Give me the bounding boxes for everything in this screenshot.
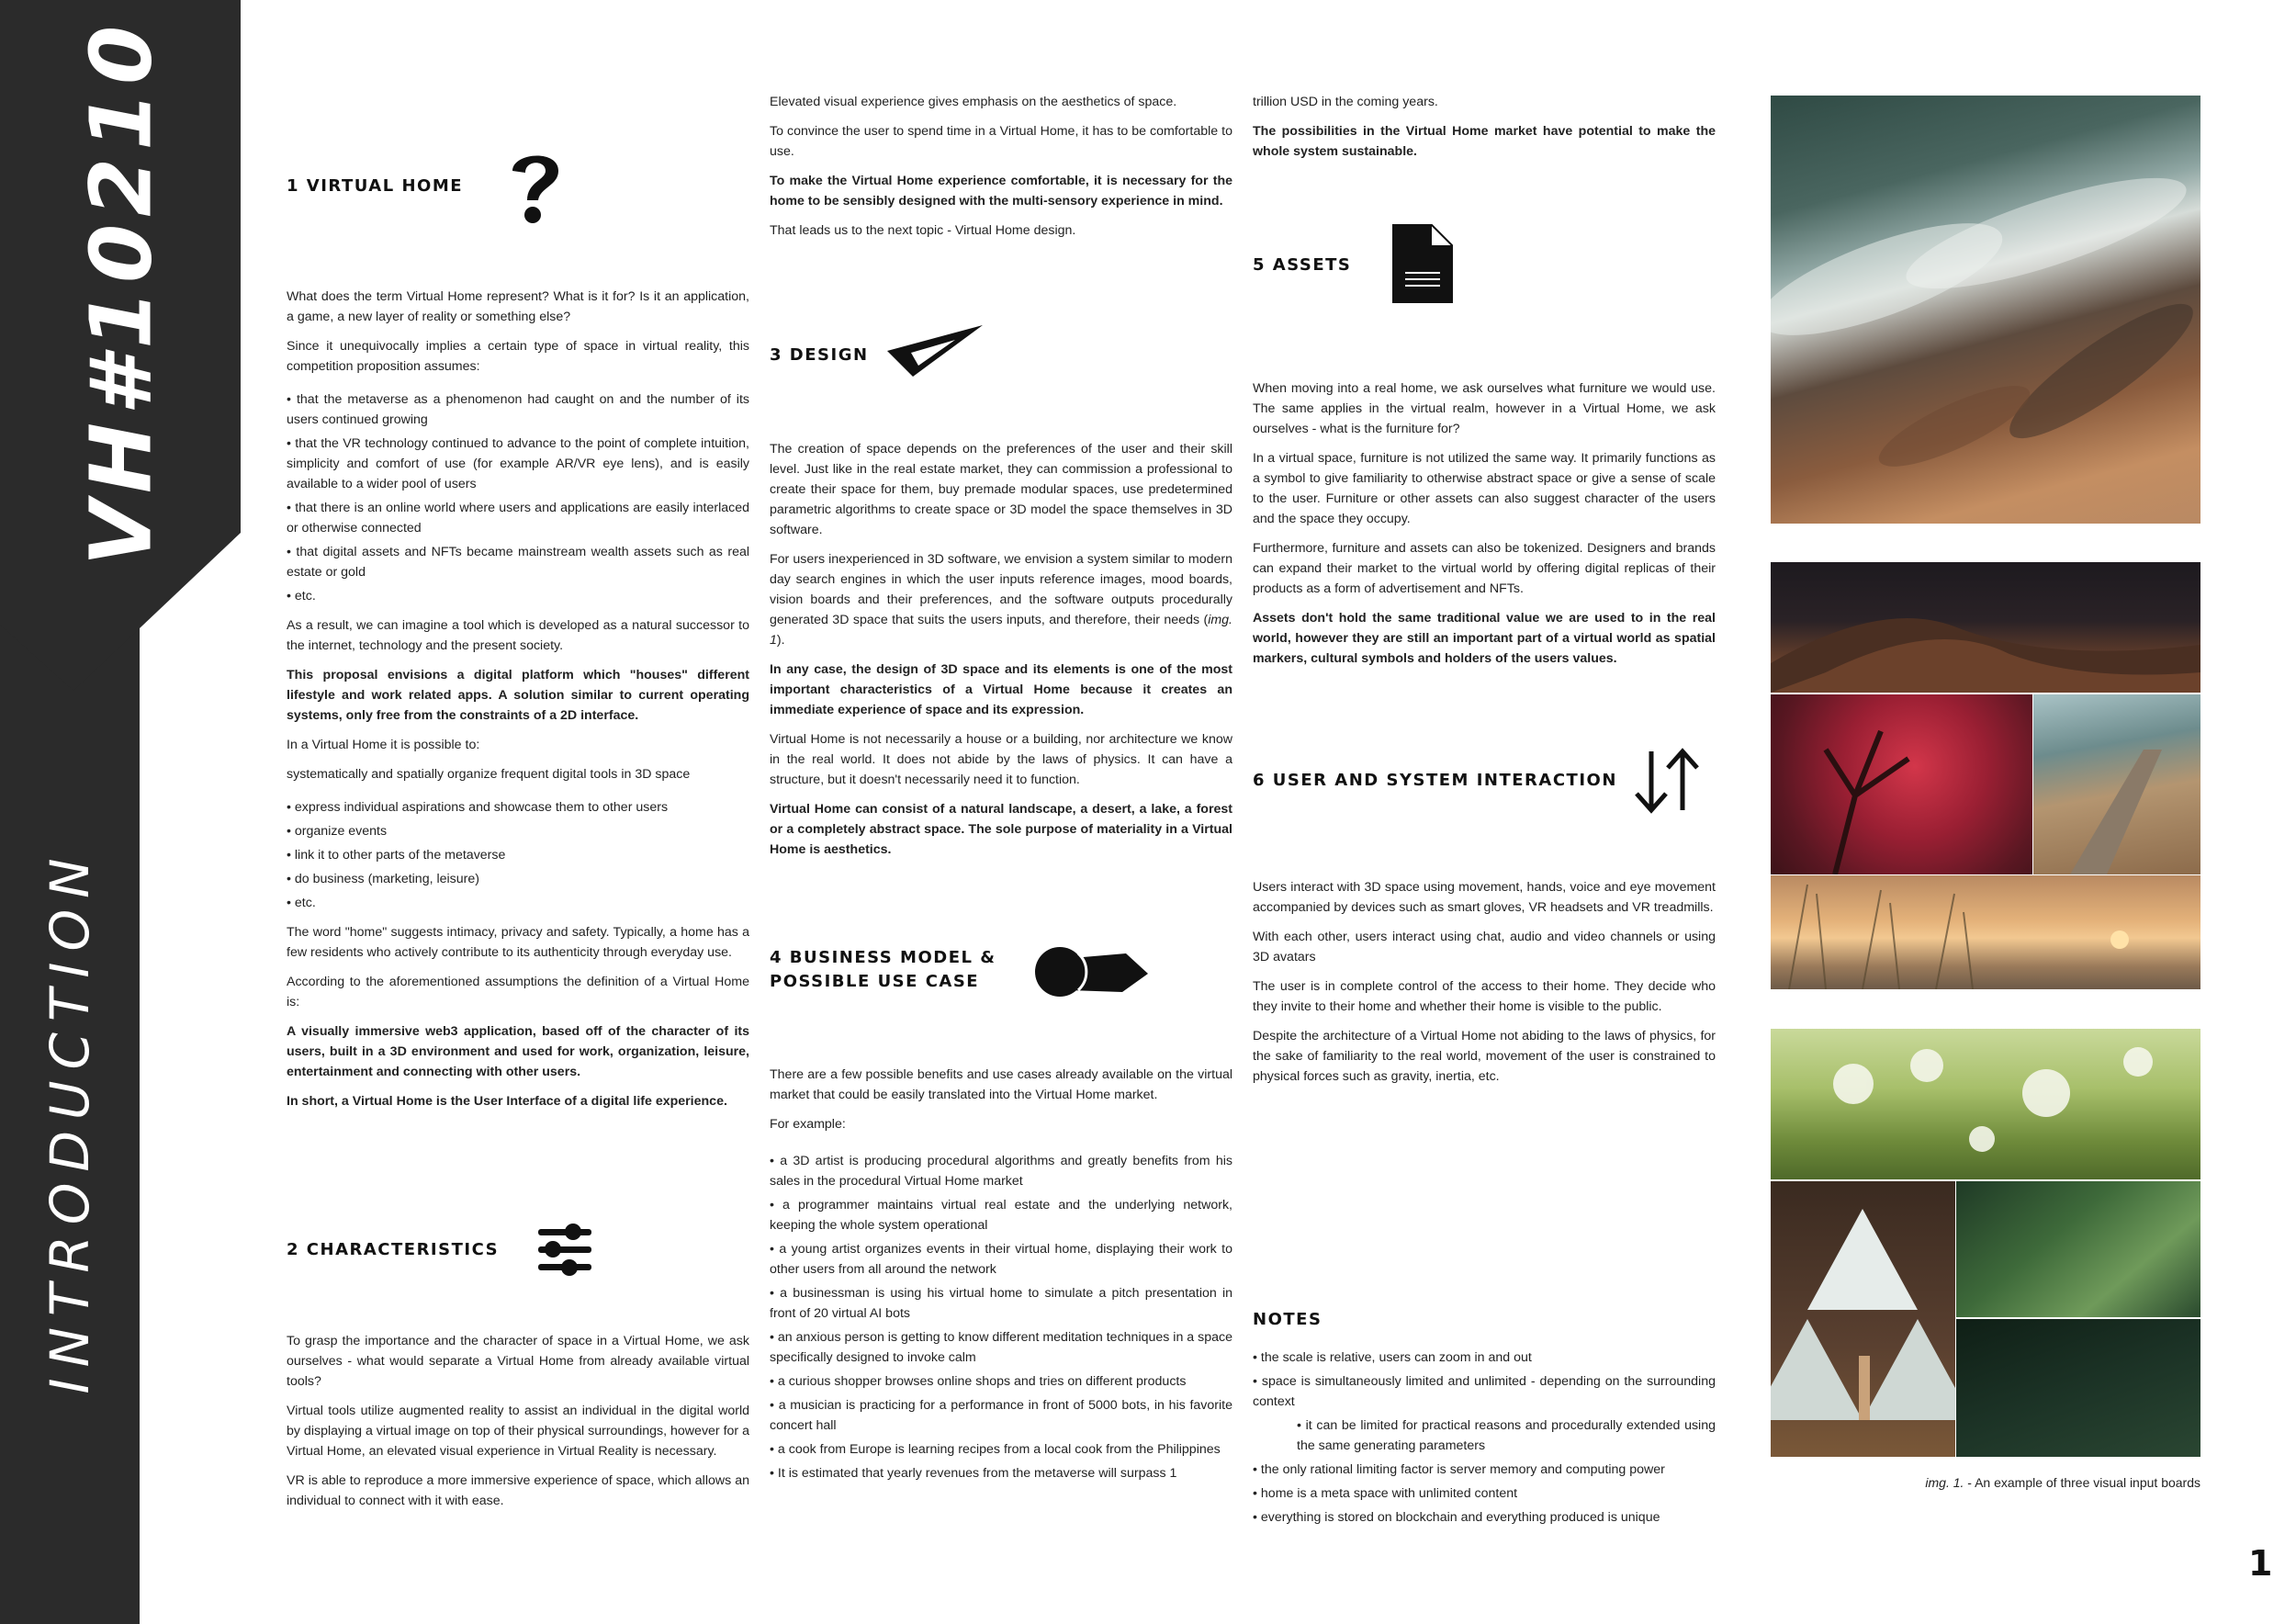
- heading-design: 3 DESIGN: [770, 345, 869, 365]
- notes-list: [1253, 1348, 1716, 1528]
- list-item: • It is estimated that yearly revenues from the metaverse will surpass 1: [770, 1466, 1177, 1481]
- list-item: • home is a meta space with unlimited content: [1253, 1486, 1518, 1501]
- paragraph-text: ).: [776, 633, 785, 648]
- list-item: • a programmer maintains virtual real estate and the underlying network, keeping the whole system operational: [770, 1198, 1232, 1233]
- up-down-arrows-icon: [1631, 748, 1703, 814]
- paragraph: [770, 549, 1232, 650]
- list-item: • everything is stored on blockchain and everything produced is unique: [1253, 1510, 1660, 1525]
- document-icon: [1392, 224, 1453, 303]
- paragraph: In a Virtual Home it is possible to:: [287, 738, 480, 752]
- sliders-icon: [536, 1222, 593, 1279]
- assumptions-list: [287, 389, 749, 606]
- heading-line: 4 BUSINESS MODEL &: [770, 948, 996, 967]
- paragraph: There are a few possible benefits and use cases already available on the virtual market that could be easily translated into the Virtual Home market.: [770, 1067, 1232, 1102]
- column-2-business: [770, 1065, 1232, 1493]
- paragraph-text: For users inexperienced in 3D software, we envision a system similar to modern day search engines in which the user inputs reference images, mood boards, vision boards and their preferences, and the software outputs procedurally generated 3D space that suits the users inputs, and therefore, their needs (: [770, 552, 1232, 627]
- paragraph: trillion USD in the coming years.: [1253, 95, 1438, 109]
- paragraph-bold: In short, a Virtual Home is the User Interface of a digital life experience.: [287, 1094, 727, 1109]
- question-mark-icon: [503, 145, 568, 228]
- paragraph: The word "home" suggests intimacy, privacy and safety. Typically, a home has a few residents who actively contribute to its authenticity through everyday use.: [287, 925, 749, 960]
- list-item: • link it to other parts of the metaverse: [287, 848, 506, 863]
- list-item: • a curious shopper browses online shops and tries on different products: [770, 1374, 1187, 1389]
- paragraph: The creation of space depends on the preferences of the user and their skill level. Just like in the real estate market, they can commission a professional to create their space for them, buy premade modular spaces, use predetermined parametric algorithms to create space or 3D model the space themselves in 3D software.: [770, 442, 1232, 537]
- heading-notes: NOTES: [1253, 1310, 1322, 1329]
- image-caption: [1745, 1475, 2200, 1490]
- column-3-interaction: [1253, 877, 1716, 1096]
- notes-section: [1253, 1348, 1716, 1537]
- heading-user-system-interaction: 6 USER AND SYSTEM INTERACTION: [1253, 771, 1617, 790]
- heading-virtual-home: 1 VIRTUAL HOME: [287, 176, 464, 196]
- paragraph: To grasp the importance and the character of space in a Virtual Home, we ask ourselves - what would separate a Virtual Home from already available virtual tools?: [287, 1334, 749, 1389]
- ruler-triangle-icon: [887, 323, 986, 380]
- paragraph: With each other, users interact using chat, audio and video channels or using 3D avatars: [1253, 930, 1716, 964]
- heading-assets: 5 ASSETS: [1253, 255, 1352, 275]
- column-2: [770, 92, 1232, 250]
- paragraph: Furthermore, furniture and assets can also be tokenized. Designers and brands can expand their market to the virtual world by offering digital replicas of their products as a form of advertisement and NFTs.: [1253, 541, 1716, 596]
- examples-list: [770, 1151, 1232, 1483]
- paragraph: To convince the user to spend time in a Virtual Home, it has to be comfortable to use.: [770, 124, 1232, 159]
- paragraph-bold: Virtual Home can consist of a natural landscape, a desert, a lake, a forest or a completely abstract space. The sole purpose of materiality in a Virtual Home is aesthetics.: [770, 802, 1232, 857]
- paragraph-bold: Assets don't hold the same traditional value we are used to in the real world, however they are still an important part of a virtual world as spatial markers, cultural symbols and holders of the users values.: [1253, 611, 1716, 666]
- list-item: • etc.: [287, 589, 316, 603]
- image-dark-leaves: [1956, 1319, 2200, 1457]
- paragraph-bold: The possibilities in the Virtual Home market have potential to make the whole system sustainable.: [1253, 124, 1716, 159]
- list-item: • a businessman is using his virtual home to simulate a pitch presentation in front of 20 virtual AI bots: [770, 1286, 1232, 1321]
- image-red-tree: [1771, 694, 2032, 874]
- coins-cash-icon: [1034, 946, 1148, 998]
- paragraph: When moving into a real home, we ask ourselves what furniture we would use. The same applies in the virtual realm, however in a Virtual Home, we ask ourselves - what is the furniture for?: [1253, 381, 1716, 436]
- paragraph-bold: To make the Virtual Home experience comfortable, it is necessary for the home to be sensibly designed with the multi-sensory experience in mind.: [770, 174, 1232, 209]
- paragraph: In a virtual space, furniture is not utilized the same way. It primarily functions as a symbol to give familiarity to otherwise abstract space or give a sense of scale to the user. Furniture or other assets can also suggest character of the users and the space they occupy.: [1253, 451, 1716, 526]
- column-1: [287, 287, 749, 1121]
- list-item: • that the metaverse as a phenomenon had caught on and the number of its users continued growing: [287, 392, 749, 427]
- page-number: 1: [2248, 1543, 2273, 1584]
- list-item: • that digital assets and NFTs became mainstream wealth assets such as real estate or gold: [287, 545, 749, 580]
- possibilities-list: [287, 797, 749, 913]
- heading-business-model: [770, 946, 996, 994]
- list-item: • the only rational limiting factor is server memory and computing power: [1253, 1462, 1665, 1477]
- list-item: • organize events: [287, 824, 388, 839]
- paragraph: VR is able to reproduce a more immersive experience of space, which allows an individual to connect with it with ease.: [287, 1473, 749, 1508]
- section-title: INTRODUCTION: [39, 847, 101, 1394]
- list-item: • that the VR technology continued to advance to the point of complete intuition, simplicity and comfort of use (for example AR/VR eye lens), and is easily available to a wider pool of users: [287, 436, 749, 491]
- column-3-assets: [1253, 378, 1716, 678]
- paragraph: Users interact with 3D space using movement, hands, voice and eye movement accompanied by devices such as smart gloves, VR headsets and VR treadmills.: [1253, 880, 1716, 915]
- column-1-lower: [287, 1331, 749, 1520]
- image-coastline-aerial: [1771, 96, 2200, 524]
- paragraph-bold: A visually immersive web3 application, based off of the character of its users, built in a 3D environment and used for work, organization, leisure, entertainment and connecting with other users.: [287, 1024, 749, 1079]
- paragraph: For example:: [770, 1117, 846, 1132]
- list-item: • the scale is relative, users can zoom in and out: [1253, 1350, 1532, 1365]
- paragraph: Virtual tools utilize augmented reality to assist an individual in the digital world by displaying a virtual image on top of their physical surroundings, however for a Virtual Home, an elevated visual experience in Virtual Reality is necessary.: [287, 1404, 749, 1459]
- list-item: • a musician is practicing for a performance in front of 5000 bots, in his favorite concert hall: [770, 1398, 1232, 1433]
- paragraph-bold: This proposal envisions a digital platform which "houses" different lifestyle and work related apps. A solution similar to current operating systems, only free from the constraints of a 2D interface.: [287, 668, 749, 723]
- paragraph: Virtual Home is not necessarily a house or a building, nor architecture we know in the real world. It does not abide by the laws of physics. It can have a structure, but it doesn't necessarily need it to function.: [770, 732, 1232, 787]
- list-item: • it can be limited for practical reasons and procedurally extended using the same generating parameters: [1297, 1418, 1716, 1453]
- column-2-design: [770, 439, 1232, 869]
- paragraph: As a result, we can imagine a tool which is developed as a natural successor to the internet, technology and the present society.: [287, 618, 749, 653]
- paragraph: According to the aforementioned assumptions the definition of a Virtual Home is:: [287, 975, 749, 1009]
- paragraph: That leads us to the next topic - Virtual Home design.: [770, 223, 1076, 238]
- paragraph: Despite the architecture of a Virtual Home not abiding to the laws of physics, for the sake of familiarity to the real world, movement of the user is constrained to physical forces such as gravity, inertia, etc.: [1253, 1029, 1716, 1084]
- image-green-flowers: [1771, 1029, 2200, 1179]
- image-desert-night: [1771, 562, 2200, 693]
- project-title: VH#10210: [72, 17, 171, 567]
- image-triangular-window: [1771, 1181, 1955, 1457]
- caption-text: - An example of three visual input boards: [1964, 1475, 2200, 1490]
- column-3: [1253, 92, 1716, 171]
- list-item: • etc.: [287, 896, 316, 910]
- list-item: • a 3D artist is producing procedural algorithms and greatly benefits from his sales in the procedural Virtual Home market: [770, 1154, 1232, 1189]
- paragraph: The user is in complete control of the access to their home. They decide who they invite to their home and whether their home is visible to the public.: [1253, 979, 1716, 1014]
- paragraph: What does the term Virtual Home represent? What is it for? Is it an application, a game, a new layer of reality or something else?: [287, 289, 749, 324]
- paragraph: systematically and spatially organize frequent digital tools in 3D space: [287, 767, 691, 782]
- list-item: • a cook from Europe is learning recipes from a local cook from the Philippines: [770, 1442, 1221, 1457]
- paragraph: Elevated visual experience gives emphasis on the aesthetics of space.: [770, 95, 1177, 109]
- list-item: • express individual aspirations and showcase them to other users: [287, 800, 669, 815]
- heading-line: POSSIBLE USE CASE: [770, 972, 980, 991]
- caption-reference: img. 1.: [1925, 1475, 1964, 1490]
- heading-characteristics: 2 CHARACTERISTICS: [287, 1240, 500, 1259]
- list-item: • space is simultaneously limited and unlimited - depending on the surrounding context: [1253, 1374, 1716, 1409]
- image-reference: img. 1: [770, 613, 1232, 648]
- image-beach-sunset: [1771, 875, 2200, 989]
- list-item: • an anxious person is getting to know different meditation techniques in a space specifically designed to invoke calm: [770, 1330, 1232, 1365]
- list-item: • a young artist organizes events in their virtual home, displaying their work to other users from all around the network: [770, 1242, 1232, 1277]
- list-item: • do business (marketing, leisure): [287, 872, 479, 886]
- list-item: • that there is an online world where users and applications are easily interlaced or otherwise connected: [287, 501, 749, 536]
- image-leaves: [1956, 1181, 2200, 1317]
- paragraph: Since it unequivocally implies a certain type of space in virtual reality, this competition proposition assumes:: [287, 339, 749, 374]
- paragraph-bold: In any case, the design of 3D space and its elements is one of the most important characteristics of a Virtual Home because it creates an immediate experience of space and its expression.: [770, 662, 1232, 717]
- image-coast-stairs: [2033, 694, 2200, 874]
